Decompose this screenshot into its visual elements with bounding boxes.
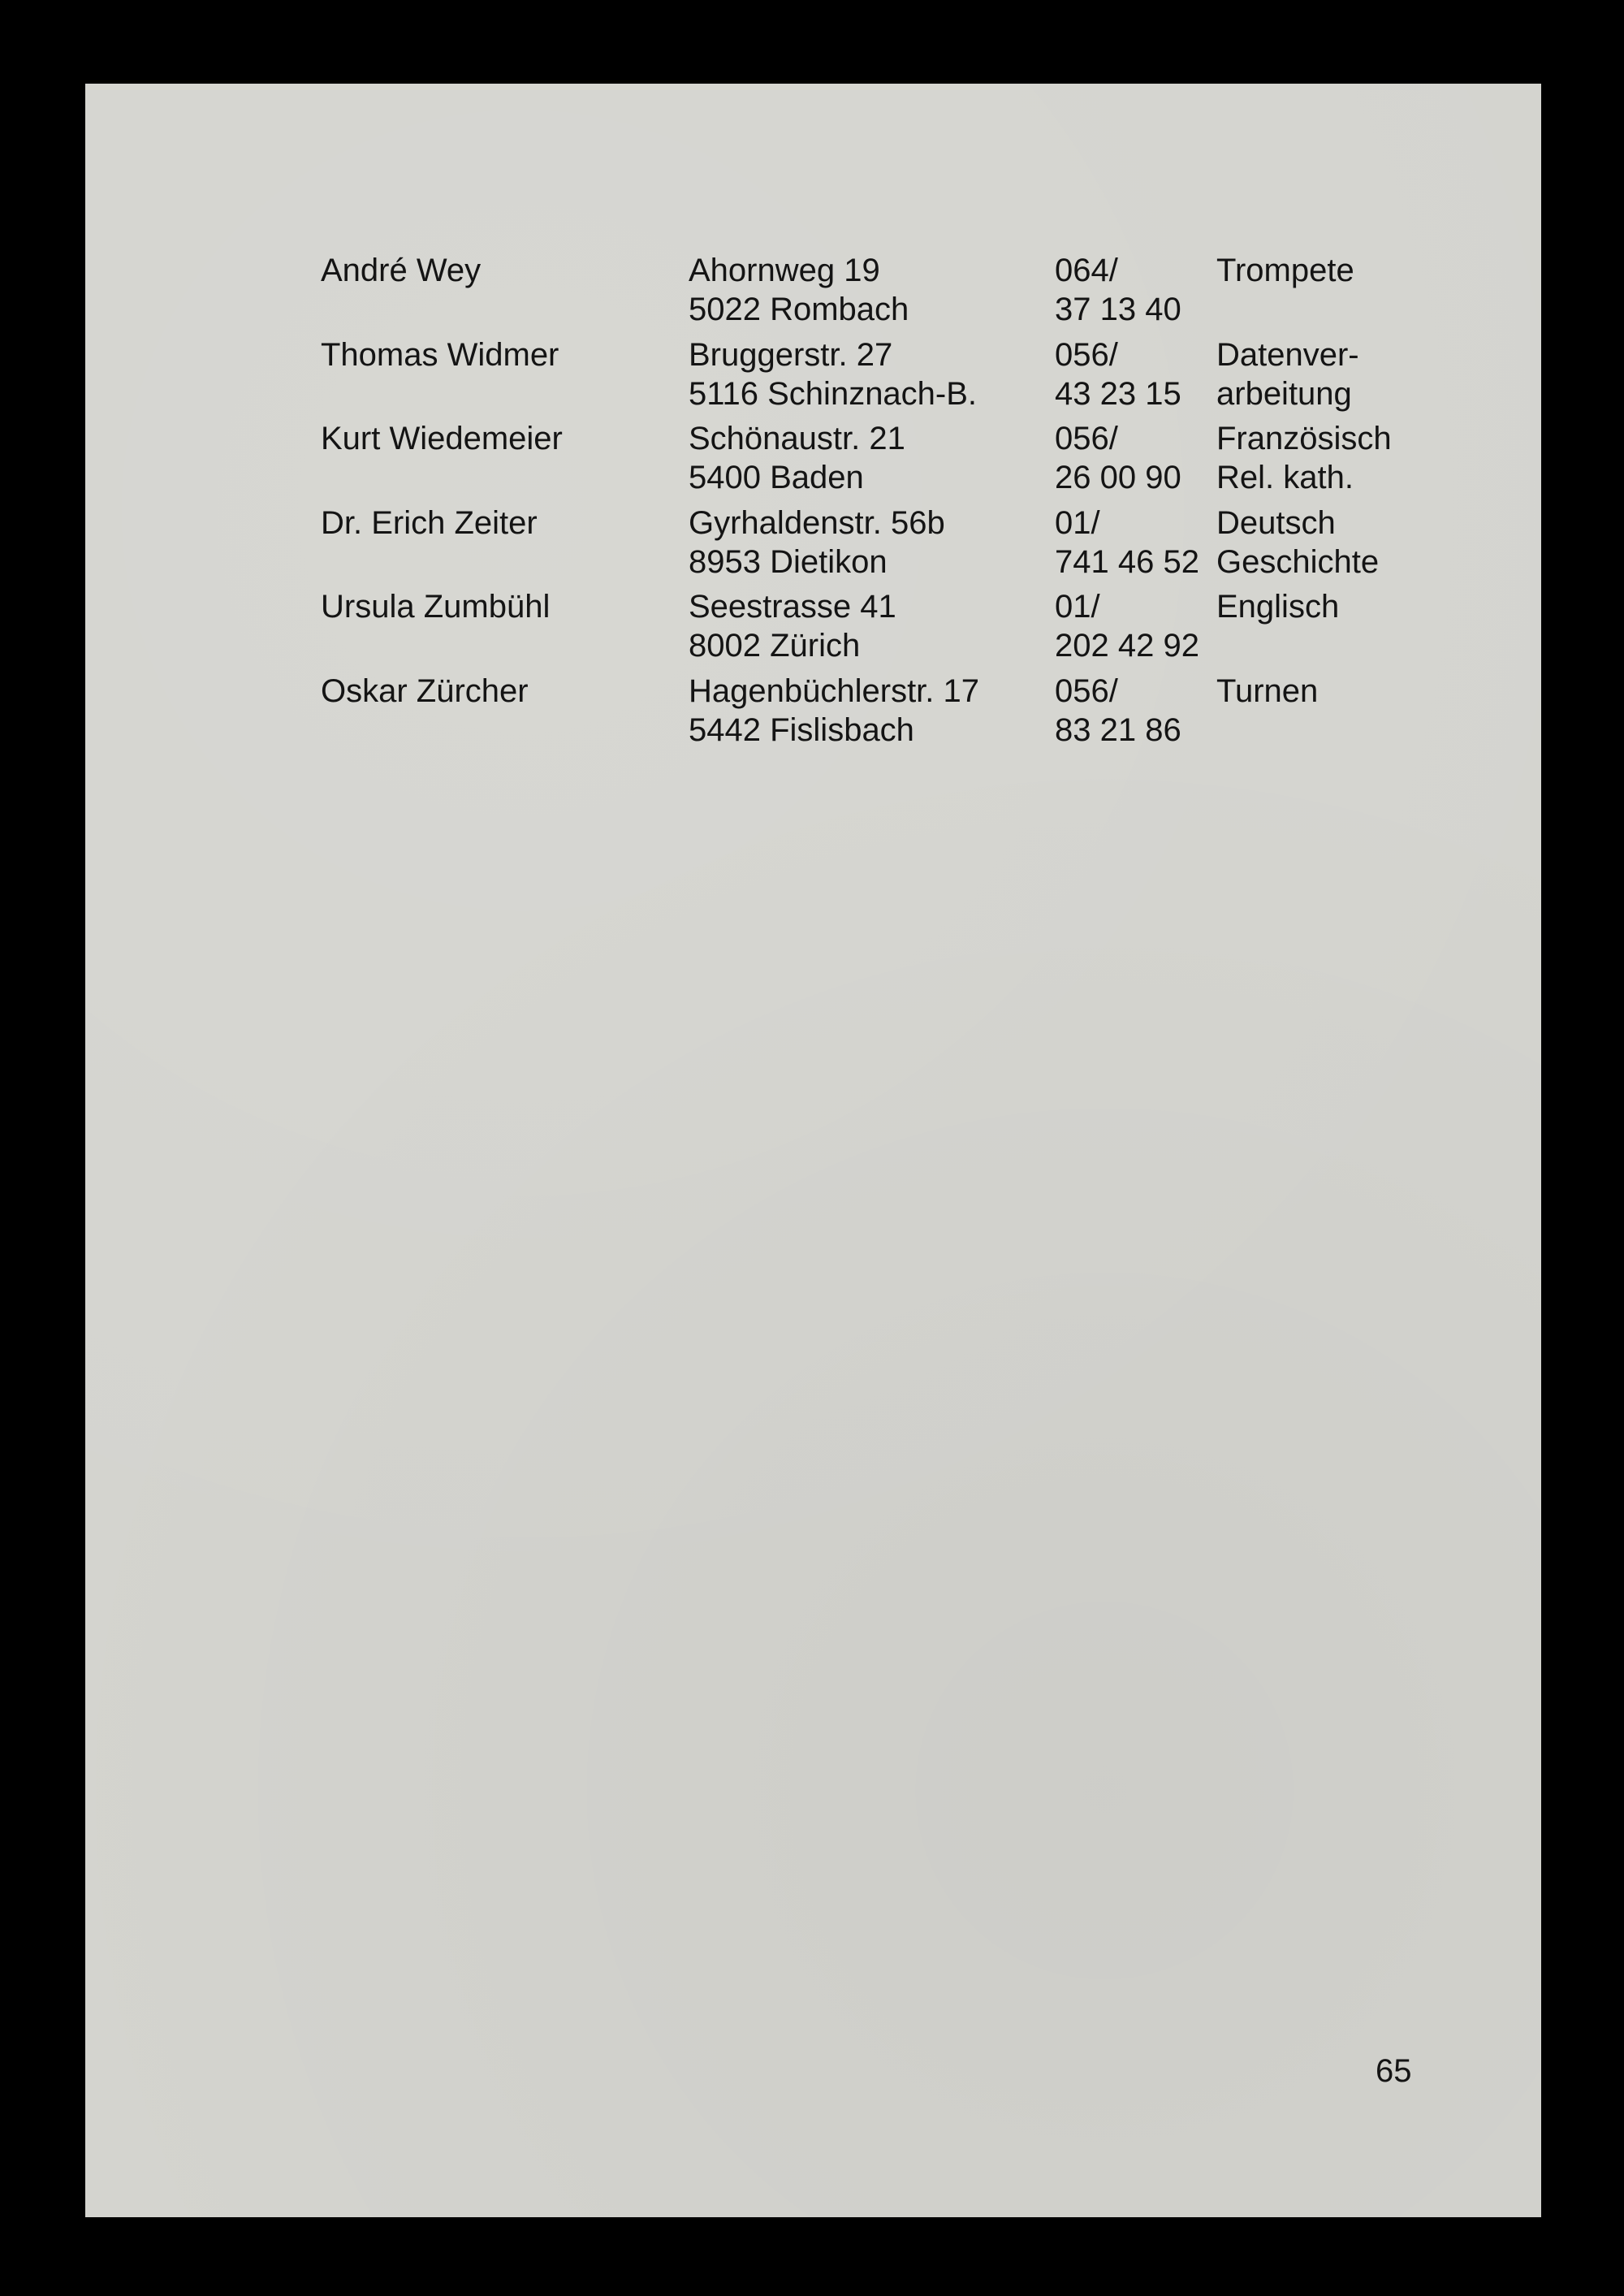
entry-area-code: 01/ <box>1055 505 1100 541</box>
entry-phone-number: 83 21 86 <box>1055 712 1181 748</box>
directory-entry <box>85 672 1541 756</box>
entry-city: 5400 Baden <box>689 460 864 495</box>
directory-entry <box>85 504 1541 588</box>
entry-address <box>689 504 945 582</box>
entry-phone-number: 43 23 15 <box>1055 376 1181 412</box>
page-number: 65 <box>1376 2053 1412 2089</box>
entry-street: Ahornweg 19 <box>689 253 880 288</box>
entry-area-code: 056/ <box>1055 421 1118 456</box>
entry-phone <box>1055 504 1199 582</box>
entry-subject-2 <box>1216 290 1354 329</box>
entry-address <box>689 251 909 329</box>
entry-area-code: 064/ <box>1055 253 1118 288</box>
entry-address <box>689 672 979 750</box>
entry-phone <box>1055 672 1181 750</box>
entry-subject-1: Datenver- <box>1216 337 1359 373</box>
entry-subjects <box>1216 251 1354 329</box>
entry-city: 5116 Schinznach-B. <box>689 376 978 412</box>
entry-city: 8953 Dietikon <box>689 544 888 580</box>
directory-entry <box>85 335 1541 420</box>
entry-area-code: 056/ <box>1055 673 1118 709</box>
entry-area-code: 01/ <box>1055 589 1100 625</box>
entry-name: Ursula Zumbühl <box>321 589 551 625</box>
entry-subject-1: Englisch <box>1216 589 1340 625</box>
entry-name: André Wey <box>321 253 482 288</box>
entry-subjects <box>1216 419 1392 497</box>
entry-subject-1: Französisch <box>1216 421 1392 456</box>
entry-subject-2: arbeitung <box>1216 376 1352 412</box>
entry-street: Seestrasse 41 <box>689 589 896 625</box>
entry-phone <box>1055 587 1199 665</box>
entry-address <box>689 335 977 413</box>
entry-name: Dr. Erich Zeiter <box>321 505 538 541</box>
entry-city: 8002 Zürich <box>689 628 861 664</box>
entry-subject-2 <box>1216 626 1339 665</box>
entry-subject-1: Deutsch <box>1216 505 1336 541</box>
entry-street: Gyrhaldenstr. 56b <box>689 505 945 541</box>
entry-subjects <box>1216 672 1318 750</box>
entry-subject-2: Rel. kath. <box>1216 460 1354 495</box>
entry-street: Hagenbüchlerstr. 17 <box>689 673 980 709</box>
directory-entry <box>85 587 1541 672</box>
entry-area-code: 056/ <box>1055 337 1118 373</box>
entry-subjects <box>1216 587 1339 665</box>
entry-subject-2: Geschichte <box>1216 544 1380 580</box>
entry-phone-number: 37 13 40 <box>1055 292 1181 327</box>
entry-subjects <box>1216 335 1359 413</box>
entry-name: Thomas Widmer <box>321 337 559 373</box>
entry-address <box>689 587 896 665</box>
entry-name: Oskar Zürcher <box>321 673 529 709</box>
entry-subject-1: Turnen <box>1216 673 1319 709</box>
entry-phone <box>1055 251 1181 329</box>
entry-phone <box>1055 419 1181 497</box>
entry-phone-number: 26 00 90 <box>1055 460 1181 495</box>
entry-phone-number: 202 42 92 <box>1055 628 1199 664</box>
directory-entry <box>85 251 1541 335</box>
entry-subjects <box>1216 504 1379 582</box>
entry-city: 5022 Rombach <box>689 292 909 327</box>
entry-name: Kurt Wiedemeier <box>321 421 563 456</box>
document-page <box>85 84 1541 2217</box>
entry-street: Schönaustr. 21 <box>689 421 905 456</box>
directory-entry <box>85 419 1541 504</box>
entry-street: Bruggerstr. 27 <box>689 337 893 373</box>
entry-subject-1: Trompete <box>1216 253 1354 288</box>
entry-phone-number: 741 46 52 <box>1055 544 1199 580</box>
entry-city: 5442 Fislisbach <box>689 712 914 748</box>
entry-subject-2 <box>1216 711 1318 750</box>
entry-address <box>689 419 905 497</box>
entry-phone <box>1055 335 1181 413</box>
